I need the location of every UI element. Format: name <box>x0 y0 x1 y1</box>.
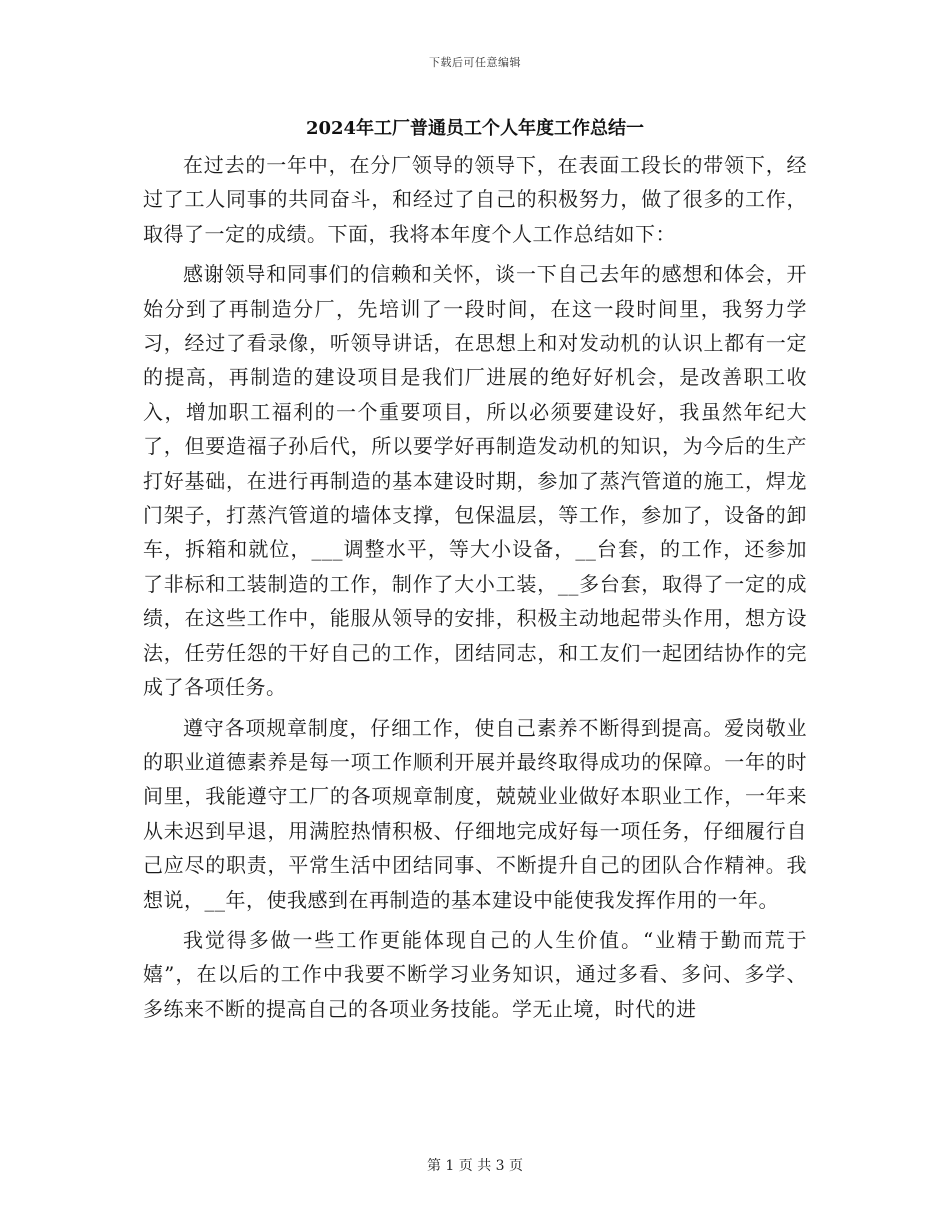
paragraph-values: 我觉得多做一些工作更能体现自己的人生价值。“业精于勤而荒于嬉”，在以后的工作中我要不断学习业务知识，通过多看、多问、多学、多练来不断的提高自己的各项业务技能。学无止境，时代的进 <box>143 927 807 1021</box>
page-number: 第 1 页 共 3 页 <box>426 1158 524 1174</box>
document-title: 2024年工厂普通员工个人年度工作总结一 <box>305 118 645 139</box>
paragraph-discipline: 遵守各项规章制度，仔细工作，使自己素养不断得到提高。爱岗敬业的职业道德素养是每一项工作顺利开展并最终取得成功的保障。一年的时间里，我能遵守工厂的各项规章制度，兢兢业业做好本职业工作，一年来从未迟到早退，用满腔热情积极、仔细地完成好每一项任务，仔细履行自己应尽的职责，平常生活中团结同事、不断提升自己的团队合作精神。我想说，__年，使我感到在再制造的基本建设中能使我发挥作用的一年。 <box>143 715 807 912</box>
document-body <box>143 148 807 1032</box>
download-note: 下载后可任意编辑 <box>429 56 521 69</box>
paragraph-intro: 在过去的一年中，在分厂领导的领导下，在表面工段长的带领下，经过了工人同事的共同奋斗，和经过了自己的积极努力，做了很多的工作，取得了一定的成绩。下面，我将本年度个人工作总结如下： <box>143 153 807 246</box>
paragraph-experience: 感谢领导和同事们的信赖和关怀，谈一下自己去年的感想和体会，开始分到了再制造分厂，先培训了一段时间，在这一段时间里，我努力学习，经过了看录像，听领导讲话，在思想上和对发动机的认识上都有一定的提高，再制造的建设项目是我们厂进展的绝好好机会，是改善职工收入，增加职工福利的一个重要项目，所以必须要建设好，我虽然年纪大了，但要造福子孙后代，所以要学好再制造发动机的知识，为今后的生产打好基础，在进行再制造的基本建设时期，参加了蒸汽管道的施工，焊龙门架子，打蒸汽管道的墙体支撑，包保温层，等工作，参加了，设备的卸车，拆箱和就位，___调整水平，等大小设备，__台套，的工作，还参加了非标和工装制造的工作，制作了大小工装，__多台套，取得了一定的成绩，在这些工作中，能服从领导的安排，积极主动地起带头作用，想方设法，任劳任怨的干好自己的工作，团结同志，和工友们一起团结协作的完成了各项任务。 <box>143 262 807 700</box>
